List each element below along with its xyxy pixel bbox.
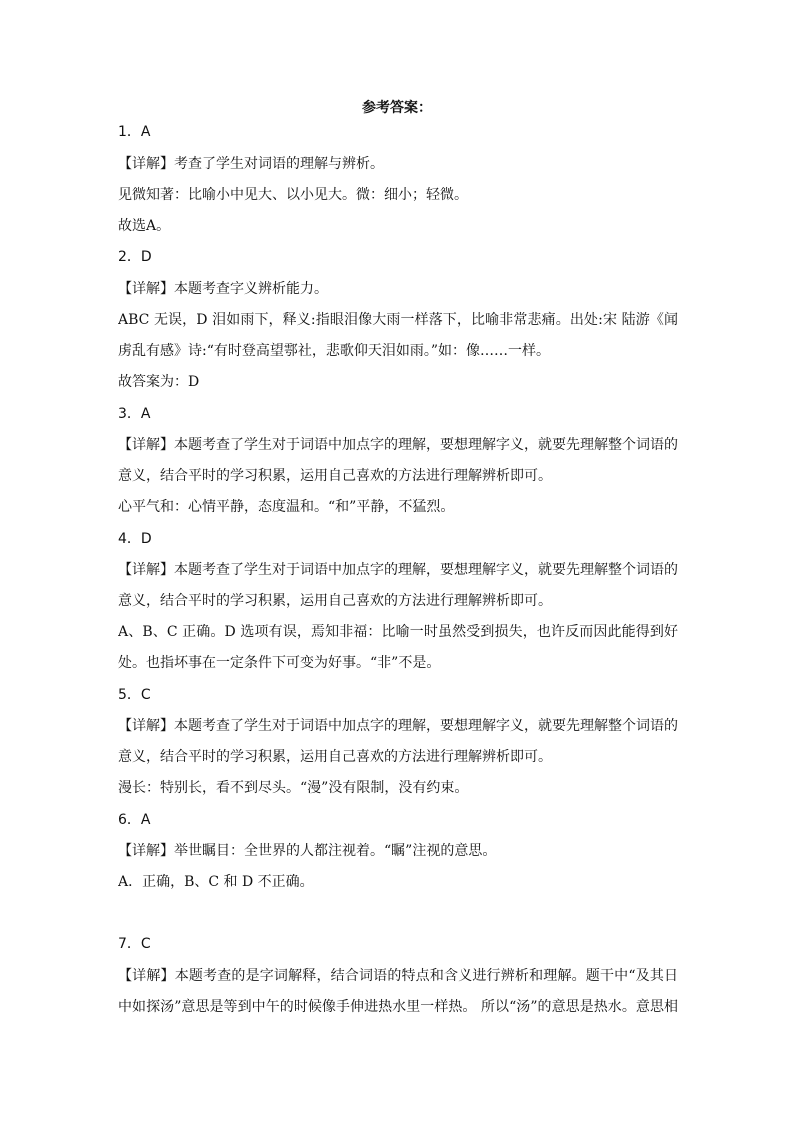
explanation-line: 漫长：特别长，看不到尽头。“漫”没有限制，没有约束。 [118,780,469,796]
explanation-line: 故选A。 [118,218,171,234]
answer-number-3: 3．A [118,406,151,422]
explanation-line: 故答案为：D [118,374,200,390]
answer-number-4: 4．D [118,531,152,547]
answer-number-7: 7．C [118,936,151,952]
explanation-line: 【详解】举世瞩目：全世界的人都注视着。“瞩”注视的意思。 [118,843,497,859]
explanation-line: 意义，结合平时的学习积累，运用自己喜欢的方法进行理解辨析即可。 [118,593,552,609]
explanation-line: 处。也指坏事在一定条件下可变为好事。“非”不是。 [118,655,441,671]
explanation-line: 心平气和：心情平静，态度温和。“和”平静，不猛烈。 [118,499,455,515]
explanation-line: 意义，结合平时的学习积累，运用自己喜欢的方法进行理解辨析即可。 [118,468,552,484]
answer-number-1: 1．A [118,124,151,140]
explanation-line: A．正确，B、C 和 D 不正确。 [118,874,314,890]
explanation-line: 虏乱有感》诗:“有时登高望鄠社，悲歌仰天泪如雨。”如：像……一样。 [118,343,551,359]
explanation-line: 中如探汤”意思是等到中午的时候像手伸进热水里一样热。 所以“汤”的意思是热水。意思相 [118,999,678,1015]
explanation-line: 【详解】本题考查了学生对于词语中加点字的理解，要想理解字义，就要先理解整个词语的 [118,562,678,578]
answer-number-5: 5．C [118,687,151,703]
explanation-line: 【详解】考查了学生对词语的理解与辨析。 [118,156,384,172]
answer-number-2: 2．D [118,249,152,265]
explanation-line: 见微知著：比喻小中见大、以小见大。微：细小；轻微。 [118,187,468,203]
answer-number-6: 6．A [118,812,151,828]
explanation-line: 【详解】本题考查的是字词解释，结合词语的特点和含义进行辨析和理解。题干中“及其日 [118,968,678,984]
explanation-line: 【详解】本题考查了学生对于词语中加点字的理解，要想理解字义，就要先理解整个词语的 [118,437,678,453]
explanation-line: ABC 无误，D 泪如雨下，释义:指眼泪像大雨一样落下，比喻非常悲痛。出处:宋 陆游《闻 [118,312,678,328]
explanation-line: A、B、C 正确。D 选项有误，焉知非福：比喻一时虽然受到损失，也许反而因此能得到好 [118,624,678,640]
explanation-line: 【详解】本题考查字义辨析能力。 [118,281,328,297]
explanation-line: 【详解】本题考查了学生对于词语中加点字的理解，要想理解字义，就要先理解整个词语的 [118,718,678,734]
explanation-line: 意义，结合平时的学习积累，运用自己喜欢的方法进行理解辨析即可。 [118,749,552,765]
page-title: 参考答案： [362,100,432,116]
